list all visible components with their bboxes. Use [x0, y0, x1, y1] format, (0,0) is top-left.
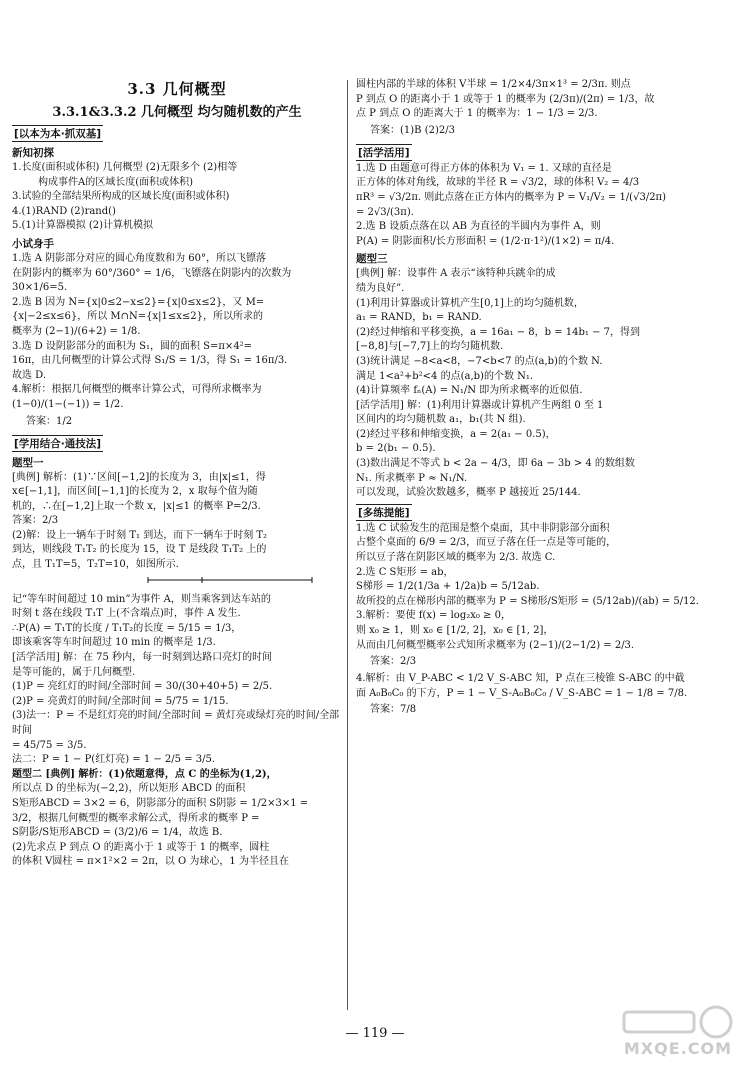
- watermark-logo: [618, 1004, 736, 1060]
- text-line: 1.选 C 试验发生的范围是整个桌面，其中非阴影部分面积: [356, 522, 610, 534]
- text-line: x∈[−1,1]，而区间[−1,1]的长度为 2，x 取每个值为随: [12, 486, 258, 498]
- text-line: 构成事件A的区域长度(面积或体积): [38, 176, 194, 188]
- text-line: (1)P = 亮红灯的时间/全部时间 = 30/(30+40+5) = 2/5.: [12, 681, 273, 693]
- text-line: 即该乘客等车时间超过 10 min 的概率是 1/3.: [12, 637, 216, 649]
- answer-line: 答案：1/2: [26, 415, 73, 427]
- text-line: 2.选 C S矩形 = ab，: [356, 566, 454, 578]
- text-line: S梯形 = 1/2(1/3a + 1/2a)b = 5/12ab.: [356, 581, 540, 593]
- text-line: 绩为良好”.: [356, 282, 405, 294]
- text-line: S阴影/S矩形ABCD = (3/2)/6 = 1/4，故选 B.: [12, 827, 223, 839]
- text-line: (1−0)/(1−(−1)) = 1/2.: [12, 398, 124, 410]
- text-line: 所以点 D 的坐标为(−2,2)，所以矩形 ABCD 的面积: [12, 783, 246, 795]
- text-line: 2.选 B 设质点落在以 AB 为直径的半圆内为事件 A，则: [356, 221, 601, 233]
- text-line: 故所投的点在梯形内部的概率为 P = S梯形/S矩形 = (5/12ab)/(ab) = 5/12.: [356, 595, 699, 607]
- text-line: 点，且 T₁T=5，T₂T=10，如图所示.: [12, 559, 179, 571]
- column-divider: [347, 80, 348, 1010]
- text-line: 记“等车时间超过 10 min”为事件 A，则当乘客到达车站的: [12, 593, 271, 605]
- text-line: 满足 1<a²+b²<4 的点(a,b)的个数 N₁.: [356, 370, 534, 382]
- text-line: 点 P 到点 O 的距离大于 1 的概率为：1 − 1/3 = 2/3.: [356, 108, 598, 120]
- watermark-icon: [618, 1004, 736, 1044]
- new-knowledge-list: [12, 161, 342, 234]
- text-line: 概率为 (2−1)/(6+2) = 1/8.: [12, 325, 141, 337]
- answer-line: 答案：(1)B (2)2/3: [370, 124, 455, 136]
- text-line: 时刻 t 落在线段 T₁T 上(不含端点)时，事件 A 发生.: [12, 608, 241, 620]
- text-line: 区间内的均匀随机数 a₁，b₁(共 N 组).: [356, 414, 526, 426]
- text-line: a₁ = RAND，b₁ = RAND.: [356, 312, 482, 324]
- heading-quick-test: 小试身手: [12, 237, 54, 250]
- text-line: 可以发现，试验次数越多，概率 P 越接近 25/144.: [356, 487, 581, 499]
- type-three-list: [356, 267, 734, 501]
- text-line: 在阴影内的概率为 60°/360° = 1/6，飞镖落在阴影内的次数为: [12, 267, 292, 279]
- text-line: (3)数出满足不等式 b < 2a − 4/3，即 6a − 3b > 4 的数组数: [356, 458, 635, 470]
- text-line: 4.(1)RAND (2)rand(): [12, 205, 116, 217]
- text-line: (2)P = 亮黄灯的时间/全部时间 = 5/75 = 1/15.: [12, 695, 229, 707]
- text-line: P(A) = 阴影面积/长方形面积 = (1/2·π·1²)/(1×2) = π/4.: [356, 235, 615, 247]
- continued-solution: [356, 78, 734, 122]
- text-line: 正方体的体对角线，故球的半径 R = √3/2，球的体积 V₂ = 4/3: [356, 177, 640, 189]
- text-line: 1.选 D 由题意可得正方体的体积为 V₁ = 1. 又球的直径是: [356, 162, 612, 174]
- text-line: 则 x₀ ≥ 1，则 x₀ ∈ [1/2, 2]，x₀ ∈ [1, 2]，: [356, 625, 554, 636]
- text-line: 1.长度(面积或体积) 几何概型 (2)无限多个 (2)相等: [12, 162, 238, 173]
- text-line: N₁. 所求概率 P ≈ N₁/N.: [356, 472, 468, 484]
- quick-test-list: [12, 252, 342, 413]
- answer-line: 答案：7/8: [370, 704, 417, 716]
- text-line: 占整个桌面的 6/9 = 2/3，而豆子落在任一点是等可能的，: [356, 537, 617, 549]
- text-line: 4.解析：根据几何概型的概率计算公式，可得所求概率为: [12, 384, 262, 396]
- text-line: πR³ = √3/2π. 则此点落在正方体内的概率为 P = V₁/V₂ = 1/(√3/2π): [356, 191, 667, 203]
- text-line: 的体积 V圆柱 = π×1²×2 = 2π，以 O 为球心，1 为半径且在: [12, 856, 289, 868]
- text-line: = 2√3/(3π).: [356, 206, 414, 218]
- text-line: (3)法一：P = 不是红灯亮的时间/全部时间 = 黄灯亮或绿灯亮的时间/全部时间: [12, 710, 340, 736]
- text-line: (2)经过平移和伸缩变换，a = 2(a₁ − 0.5)，: [356, 428, 556, 440]
- text-line: 法二：P = 1 − P(红灯亮) = 1 − 2/5 = 3/5.: [12, 754, 216, 766]
- text-line: [典例] 解析：(1)∵区间[−1,2]的长度为 3，由|x|≤1，得: [12, 471, 266, 483]
- text-line: (2)先求点 P 到点 O 的距离小于 1 或等于 1 的概率，圆柱: [12, 841, 270, 853]
- text-line: [活学活用] 解：(1)利用计算器或计算机产生两组 0 至 1: [356, 399, 604, 411]
- text-line: (2)解：设上一辆车于时刻 T₁ 到达，而下一辆车于时刻 T₂: [12, 529, 268, 541]
- text-line: 3/2，根据几何概型的概率求解公式，得所求的概率 P =: [12, 812, 260, 824]
- text-line: 2.选 B 因为 N={x|0≤2−x≤2}={x|0≤x≤2}，又 M=: [12, 296, 265, 308]
- heading-type-three: 题型三: [356, 253, 388, 266]
- text-line: [典例] 解：设事件 A 表示“该特种兵跳伞的成: [356, 268, 556, 280]
- text-line: 4.解析：由 V_P-ABC < 1/2 V_S-ABC 知，P 点在三棱锥 S-ABC 的中截: [356, 673, 685, 685]
- text-line: 5.(1)计算器模拟 (2)计算机模拟: [12, 220, 154, 232]
- page-number: — 119 —: [345, 1026, 405, 1041]
- heading-apply: [活学活用]: [356, 144, 412, 161]
- text-line: 圆柱内部的半球的体积 V半球 = 1/2×4/3π×1³ = 2/3π. 则点: [356, 79, 631, 90]
- text-line: 面 A₀B₀C₀ 的下方，P = 1 − V_S-A₀B₀C₀ / V_S-ABC = 1 − 1/8 = 7/8.: [356, 687, 688, 699]
- text-line: 3.解析：要使 f(x) = log₂x₀ ≥ 0，: [356, 610, 511, 622]
- text-line: [−8,8]与[−7,7]上的均匀随机数.: [356, 341, 504, 353]
- heading-practice: [学用结合·通技法]: [12, 435, 103, 452]
- answer-line: 答案：2/3: [370, 656, 417, 668]
- text-line: 3.试验的全部结果所构成的区域长度(面积或体积): [12, 191, 230, 203]
- text-line: S矩形ABCD = 3×2 = 6，阴影部分的面积 S阴影 = 1/2×3×1 =: [12, 797, 309, 809]
- text-line: 机的，∴在[−1,2]上取一个数 x，|x|≤1 的概率 P=2/3.: [12, 500, 261, 512]
- more-practice-list: [356, 522, 734, 653]
- text-line: 题型二 [典例] 解析：(1)依题意得，点 C 的坐标为(1,2)，: [12, 768, 277, 780]
- apply-list: [356, 162, 734, 250]
- section-subtitle: 3.3.1&3.3.2 几何概型 均匀随机数的产生: [52, 105, 302, 120]
- text-line: P 到点 O 的距离小于 1 或等于 1 的概率为 (2/3π)/(2π) = 1/3，故: [356, 93, 655, 105]
- heading-new-knowledge: 新知初探: [12, 147, 54, 159]
- section-title: 3.3 几何概型: [127, 80, 227, 98]
- text-line: 1.选 A 阴影部分对应的圆心角度数和为 60°，所以飞镖落: [12, 252, 267, 264]
- left-column: [12, 78, 342, 1006]
- text-line: = 45/75 = 3/5.: [12, 739, 87, 751]
- segment-figure: [142, 574, 342, 592]
- text-line: (1)利用计算器或计算机产生[0,1]上的均匀随机数，: [356, 297, 584, 309]
- text-line: [活学活用] 解：在 75 秒内，每一时刻到达路口亮灯的时间: [12, 652, 273, 664]
- text-line: 所以豆子落在阴影区域的概率为 2/3. 故选 C.: [356, 552, 556, 564]
- text-line: (3)统计满足 −8<a<8，−7<b<7 的点(a,b)的个数 N.: [356, 355, 603, 367]
- heading-basics: [以本为本·抓双基]: [12, 125, 103, 142]
- heading-more-practice: [多练提能]: [356, 504, 412, 521]
- text-line: 30×1/6=5.: [12, 282, 68, 294]
- text-line: 16π，由几何概型的计算公式得 S₁/S = 1/3，得 S₁ = 16π/3.: [12, 355, 288, 367]
- heading-type-one: 题型一: [12, 456, 44, 469]
- text-line: {x|−2≤x≤6}，所以 M∩N={x|1≤x≤2}，所以所求的: [12, 311, 264, 323]
- text-line: ∴P(A) = T₁T的长度 / T₁T₂的长度 = 5/15 = 1/3，: [12, 622, 242, 634]
- text-line: b = 2(b₁ − 0.5).: [356, 443, 436, 455]
- text-line: (4)计算频率 fₙ(A) = N₁/N 即为所求概率的近似值.: [356, 385, 583, 397]
- text-line: (2)经过伸缩和平移变换，a = 16a₁ − 8，b = 14b₁ − 7，得到: [356, 326, 641, 338]
- text-line: 故选 D.: [12, 369, 47, 381]
- text-line: 是等可能的，属于几何概型.: [12, 666, 136, 678]
- type-one-list: [12, 471, 342, 870]
- right-column: [356, 78, 734, 1006]
- text-line: 从而由几何概型概率公式知所求概率为 (2−1)/(2−1/2) = 2/3.: [356, 639, 635, 651]
- text-line: 到达，则线段 T₁T₂ 的长度为 15，设 T 是线段 T₁T₂ 上的: [12, 544, 267, 556]
- more-practice-list-2: [356, 672, 734, 701]
- watermark-text: MXQE.COM: [623, 1039, 732, 1058]
- text-line: 3.选 D 设阴影部分的面积为 S₁，圆的面积 S=π×4²=: [12, 340, 253, 352]
- text-line: 答案：2/3: [12, 515, 59, 527]
